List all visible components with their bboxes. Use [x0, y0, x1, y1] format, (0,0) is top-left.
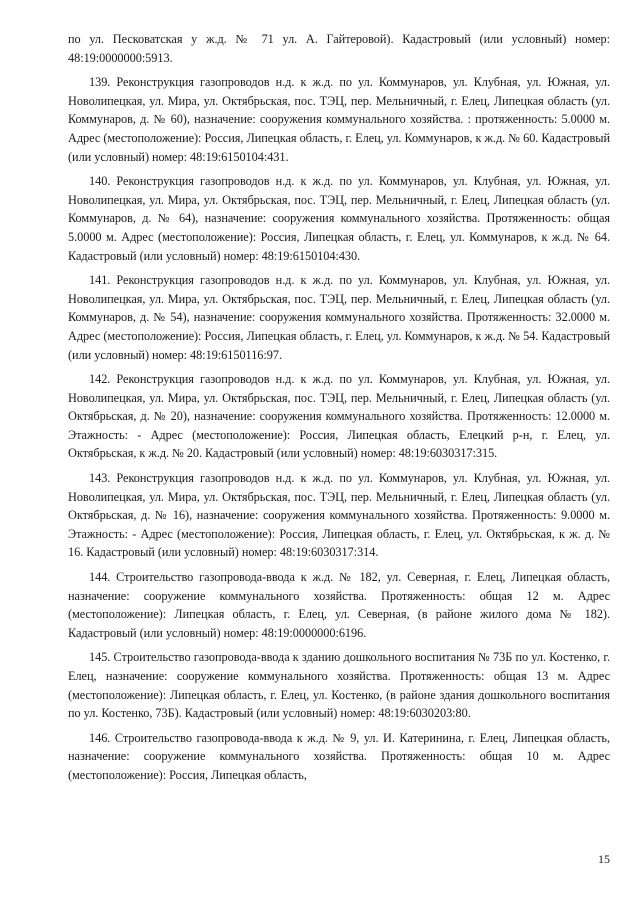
paragraph-item-140: 140. Реконструкция газопроводов н.д. к ж.д. по ул. Коммунаров, ул. Клубная, ул. Южная, ул. Новолипецкая, ул. Мира, ул. Октябрьская, пос. ТЭЦ, пер. Мельничный, г. Елец, Липецкая область (ул. Коммунаров, д. № 64), назначение: сооружения коммунального хозяйства. Протяженность: общая 5.0000 м. Адрес (местоположение): Россия, Липецкая область, г. Елец, ул. Коммунаров, к ж.д. № 64. Кадастровый (или условный) номер: 48:19:6150104:430. [68, 174, 610, 263]
paragraph-item-143: 143. Реконструкция газопроводов н.д. к ж.д. по ул. Коммунаров, ул. Клубная, ул. Южная, ул. Новолипецкая, ул. Мира, ул. Октябрьская, пос. ТЭЦ, пер. Мельничный, г. Елец, Липецкая область (ул. Октябрьская, д. № 16), назначение: сооружения коммунального хозяйства. Протяженность: 9.0000 м. Этажность: - Адрес (местоположение): Россия, Липецкая область, г. Елец, ул. Октябрьская, к ж. д. № 16. Кадастровый (или условный) номер: 48:19:6030317:314. [68, 471, 610, 560]
paragraph-item-141: 141. Реконструкция газопроводов н.д. к ж.д. по ул. Коммунаров, ул. Клубная, ул. Южная, ул. Новолипецкая, ул. Мира, ул. Октябрьская, пос. ТЭЦ, пер. Мельничный, г. Елец, Липецкая область (ул. Коммунаров, д. № 54), назначение: сооружения коммунального хозяйства. Протяженность: 32.0000 м. Адрес (местоположение): Россия, Липецкая область, г. Елец, ул. Коммунаров, к ж.д. № 54. Кадастровый (или условный) номер: 48:19:6150116:97. [68, 273, 610, 362]
paragraph-item-139: 139. Реконструкция газопроводов н.д. к ж.д. по ул. Коммунаров, ул. Клубная, ул. Южная, ул. Новолипецкая, ул. Мира, ул. Октябрьская, пос. ТЭЦ, пер. Мельничный, г. Елец, Липецкая область (ул. Коммунаров, д. № 60), назначение: сооружения коммунального хозяйства. : протяженность: 5.0000 м. Адрес (местоположение): Россия, Липецкая область, г. Елец, ул. Коммунаров, к ж.д. № 60. Кадастровый (или условный) номер: 48:19:6150104:431. [68, 75, 610, 164]
page-number: 15 [598, 852, 610, 866]
document-page [68, 30, 610, 791]
paragraph-item-144: 144. Строительство газопровода-ввода к ж.д. № 182, ул. Северная, г. Елец, Липецкая область, назначение: сооружение коммунального хозяйства. Протяженность: общая 12 м. Адрес (местоположение): Липецкая область, г. Елец, ул. Северная, (в районе жилого дома № 182). Кадастровый (или условный) номер: 48:19:0000000:6196. [68, 570, 610, 640]
paragraph-item-145: 145. Строительство газопровода-ввода к зданию дошкольного воспитания № 73Б по ул. Костенко, г. Елец, назначение: сооружение коммунального хозяйства. Протяженность: общая 13 м. Адрес (местоположение): Липецкая область, г. Елец, ул. Костенко, (в районе здания дошкольного воспитания по ул. Костенко, 73Б). Кадастровый (или условный) номер: 48:19:6030203:80. [68, 650, 610, 721]
paragraph-continuation: по ул. Песковатская у ж.д. № 71 ул. А. Гайтеровой). Кадастровый (или условный) номер: 48:19:0000000:5913. [68, 32, 610, 65]
paragraph-item-142: 142. Реконструкция газопроводов н.д. к ж.д. по ул. Коммунаров, ул. Клубная, ул. Южная, ул. Новолипецкая, ул. Мира, ул. Октябрьская, пос. ТЭЦ, пер. Мельничный, г. Елец, Липецкая область (ул. Октябрьская, д. № 20), назначение: сооружения коммунального хозяйства. Протяженность: 12.0000 м. Этажность: - Адрес (местоположение): Россия, Липецкая область, Елецкий р-н, г. Елец, ул. Октябрьская, к ж.д. № 20. Кадастровый (или условный) номер: 48:19:6030317:315. [68, 372, 610, 461]
paragraph-item-146: 146. Строительство газопровода-ввода к ж.д. № 9, ул. И. Катеринина, г. Елец, Липецкая область, назначение: сооружение коммунального хозяйства. Протяженность: общая 10 м. Адрес (местоположение): Россия, Липецкая область, [68, 730, 610, 782]
